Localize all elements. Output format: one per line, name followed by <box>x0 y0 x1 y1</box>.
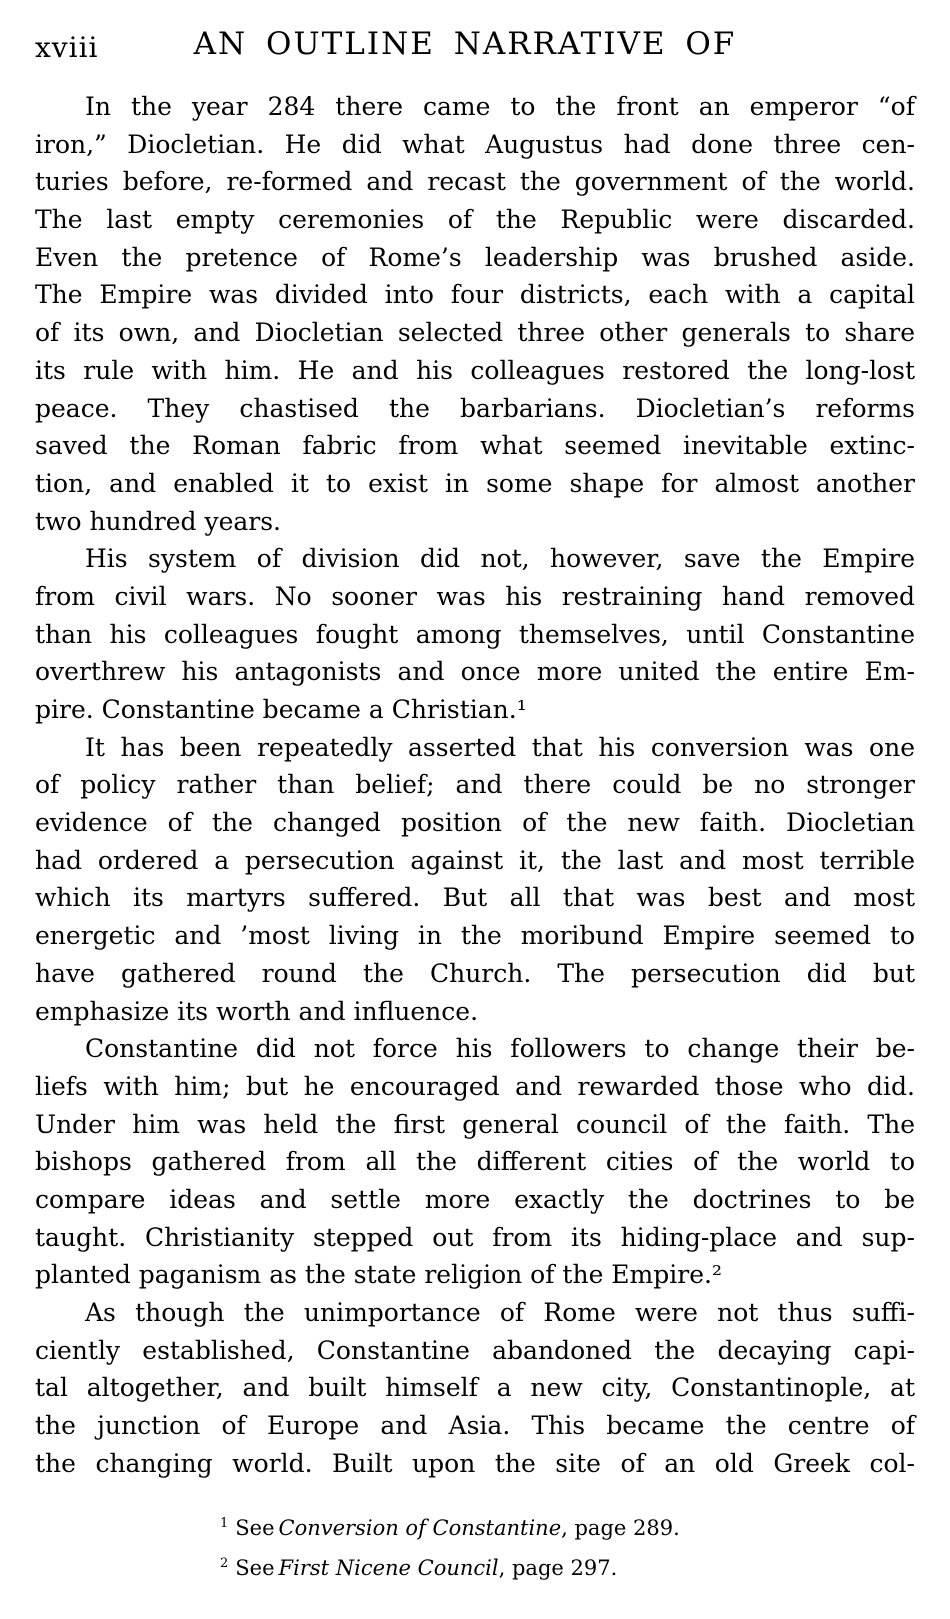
text-line: have gathered round the Church. The persecution did but <box>35 958 915 988</box>
footnote-marker: 2 <box>220 1556 229 1571</box>
text-line: Under him was held the first general council of the faith. The <box>35 1109 915 1139</box>
footnote-title: Conversion of Constantine <box>278 1516 562 1540</box>
footnote <box>220 1546 680 1586</box>
text-line: of policy rather than belief; and there could be no stronger <box>35 770 915 800</box>
text-line: tion, and enabled it to exist in some shape for almost another <box>35 468 915 498</box>
text-line: iron,” Diocletian. He did what Augustus had done three cen- <box>35 129 915 159</box>
text-line: liefs with him; but he encouraged and rewarded those who did. <box>35 1071 915 1101</box>
paragraph <box>35 1030 915 1294</box>
text-line: than his colleagues fought among themselves, until Constantine <box>35 619 915 649</box>
text-line: pire. Constantine became a Christian.¹ <box>35 695 527 724</box>
body-text <box>35 88 915 1482</box>
text-line: The Empire was divided into four districts, each with a capital <box>35 280 915 310</box>
text-line: overthrew his antagonists and once more united the entire Em- <box>35 657 915 687</box>
text-line: Even the pretence of Rome’s leadership was brushed aside. <box>35 242 915 272</box>
text-line: emphasize its worth and influence. <box>35 996 479 1026</box>
text-line: from civil wars. No sooner was his restraining hand removed <box>35 581 915 611</box>
text-line: evidence of the changed position of the new faith. Diocletian <box>35 808 915 838</box>
text-line: tal altogether, and built himself a new city, Constantinople, at <box>35 1373 915 1403</box>
text-line: In the year 284 there came to the front an emperor “of <box>85 92 915 121</box>
text-line: Constantine did not force his followers to change their be- <box>85 1034 915 1064</box>
text-line: compare ideas and settle more exactly the doctrines to be <box>35 1184 915 1214</box>
text-line: saved the Roman fabric from what seemed inevitable extinc- <box>35 431 915 461</box>
text-line: The last empty ceremonies of the Republic were discarded. <box>35 205 915 235</box>
paragraph <box>35 88 915 540</box>
paragraph <box>35 540 915 728</box>
text-line: ciently established, Constantine abandoned the decaying capi- <box>35 1335 915 1365</box>
footnote-title: First Nicene Council <box>278 1556 499 1580</box>
text-line: taught. Christianity stepped out from its hiding-place and sup- <box>35 1222 915 1252</box>
text-line: which its martyrs suffered. But all that was best and most <box>35 883 915 913</box>
text-line: His system of division did not, however, save the Empire <box>85 544 915 574</box>
footnotes <box>220 1506 680 1586</box>
page-number: xviii <box>35 31 99 64</box>
text-line: had ordered a persecution against it, the last and most terrible <box>35 845 915 875</box>
text-line: of its own, and Diocletian selected three other generals to share <box>35 318 915 348</box>
text-line: peace. They chastised the barbarians. Diocletian’s reforms <box>35 393 915 423</box>
footnote-marker: 1 <box>220 1516 229 1531</box>
text-line: turies before, re-formed and recast the government of the world. <box>35 167 915 197</box>
footnote-text: See <box>235 1516 275 1540</box>
text-line: bishops gathered from all the different cities of the world to <box>35 1147 915 1177</box>
paragraph <box>35 729 915 1031</box>
text-line: It has been repeatedly asserted that his conversion was one <box>85 732 915 762</box>
footnote-text: , page 289. <box>561 1516 680 1540</box>
running-title: AN OUTLINE NARRATIVE OF <box>193 26 737 62</box>
text-line: two hundred years. <box>35 506 281 536</box>
paragraph <box>35 1294 915 1482</box>
text-line: the junction of Europe and Asia. This became the centre of <box>35 1411 915 1441</box>
text-line: energetic and ’most living in the moribund Empire seemed to <box>35 921 915 951</box>
footnote <box>220 1506 680 1546</box>
text-line: the changing world. Built upon the site of an old Greek col- <box>35 1448 915 1478</box>
text-line: As though the unimportance of Rome were not thus suffi- <box>85 1298 915 1327</box>
footnote-text: , page 297. <box>498 1556 618 1580</box>
text-line: its rule with him. He and his colleagues restored the long-lost <box>35 355 915 385</box>
text-line: planted paganism as the state religion of the Empire.² <box>35 1260 722 1290</box>
footnote-text: See <box>235 1556 275 1580</box>
page-header <box>0 26 950 70</box>
